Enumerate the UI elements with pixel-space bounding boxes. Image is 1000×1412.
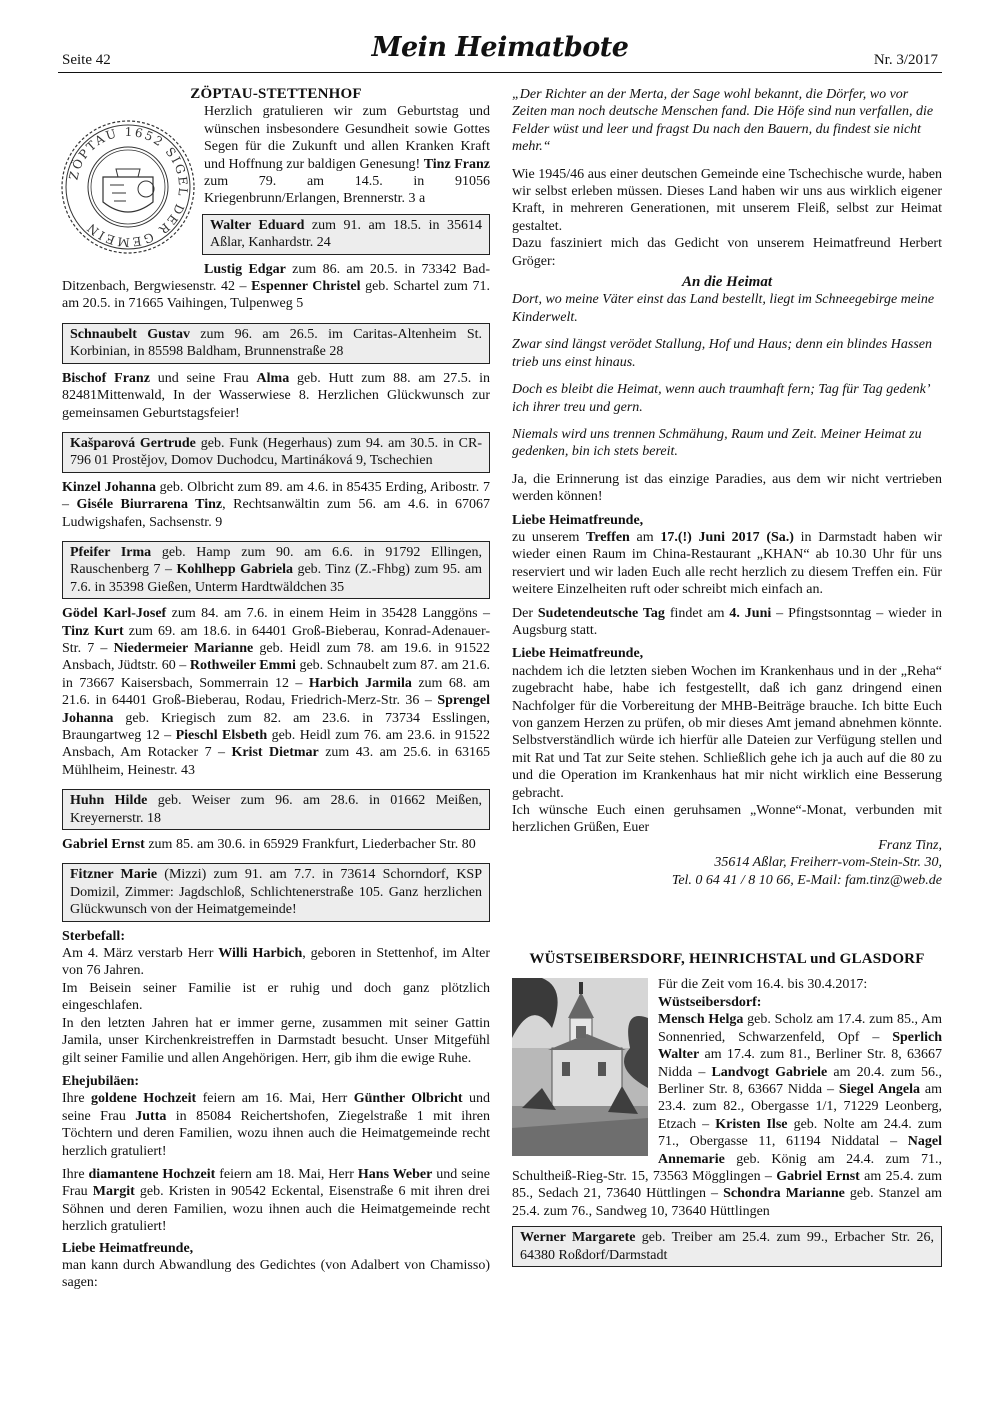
ehejubilaeum-entry: Ihre diamantene Hochzeit feiern am 18. Mai, Herr Hans Weber und seine Frau Margit geb. Kristen in 90542 Eckental, Eisenstraße 6 mit ihren drei Söhnen und deren Familien, wozu ihnen auch die Heimatgemeinde recht herzlich gratuliert!: [62, 1166, 491, 1235]
town-seal-icon: [58, 107, 198, 267]
liebe-heimatfreunde-text: man kann durch Abwandlung des Gedichtes (von Adalbert von Chamisso) sagen:: [62, 1257, 490, 1291]
right-column: [512, 86, 942, 1273]
intro-text: Herzlich gratulieren wir zum Geburtstag und wünschen insbesondere Gesundheit sowie Gottes Segen für die Zukunft und allen Kranken Kraft und Hoffnung zur baldigen Genesung! Tinz Franz zum 79. am 14.5. in 91056 Kriegenbrunn/Erlangen, Brennerstr. 3 a: [204, 104, 490, 207]
nachfolger-text: nachdem ich die letzten sieben Wochen im Krankenhaus und in der „Reha“ zugebracht habe, habe ich festgestellt, daß ich ganz dringend einen Nachfolger für die Vorbereitung der MHB-Beiträge brauche. Ich bitte Euch von ganzem Herzen zu prüfen, ob mir dieses Amt jemand abnehmen könnte. Selbstverständlich würde ich hierfür alle Dateien zur Verfügung stellen und mit Rat und Tat zur Seite stehen. Schließlich gehe ich ja auch auf die 80 zu und die Operation im Krankenhaus hat mir nicht wirklich eine Besserung gebracht.: [512, 663, 942, 801]
poem-stanza: Zwar sind längst verödet Stallung, Hof und Haus; denn ein blindes Hassen trieb uns einst hinaus.: [512, 337, 932, 370]
ehejubilaeum-entry: Ihre goldene Hochzeit feiern am 16. Mai, Herr Günther Olbricht und seine Frau Jutta in 85084 Reichertshofen, Ziegelstraße 1 mit ihren Töchtern und deren Familien, wozu ihnen auch die Heimatgemeinde recht herzlich gratuliert!: [62, 1091, 491, 1159]
treffen-text: zu unserem Treffen am 17.(!) Juni 2017 (Sa.) in Darmstadt haben wir wieder einen Raum im China-Restaurant „KHAN“ ab 10.30 Uhr für uns reserviert und wir laden Euch alle recht herzlich zu diesem Treffen ein. Für weitere Einzelheiten ruft oder schreibt mich einfach an.: [512, 529, 942, 598]
poem-stanza: Doch es bleibt die Heimat, wenn auch traumhaft fern; Tag für Tag gedenk’ ich ihrer treu und gern.: [512, 382, 929, 415]
chamisso-quote: „Der Richter an der Merta, der Sage wohl bekannt, die Dörfer, wo vor Zeiten man noch deutsche Menschen fand. Die Höfe sind nun verfallen, die Felder wüst und leer und fragst Du nach den Bauern, du findest sie nicht mehr.“: [512, 87, 934, 155]
birthday-box: Pfeifer Irma geb. Hamp zum 90. am 6.6. in 91792 Ellingen, Rauschenberg 7 – Kohlhepp Gabriela geb. Tinz (Z.-Fhbg) zum 95. am 7.6. in 35398 Gießen, Unterm Hardtwäldchen 35: [62, 541, 490, 599]
article-paragraph: Ja, die Erinnerung ist das einzige Paradies, aus dem wir nicht vertrieben werden können!: [512, 471, 942, 505]
masthead-title: Mein Heimatbote: [371, 32, 629, 63]
birthday-box: Huhn Hilde geb. Weiser zum 96. am 28.6. in 01662 Meißen, Kreyernerstr. 18: [62, 789, 490, 830]
wuestseibersdorf-subheading: Wüstseibersdorf:: [658, 994, 762, 1010]
liebe-heimatfreunde-heading: Liebe Heimatfreunde,: [512, 512, 644, 528]
issue-number: Nr. 3/2017: [873, 52, 938, 68]
birthday-entry: Lustig Edgar zum 86. am 20.5. in 73342 Bad-Ditzenbach, Bergwiesenstr. 42 – Espenner Christel geb. Schartel zum 71. am 20.5. in 71665 Vaihingen, Tulpenweg 5: [62, 261, 491, 312]
poem-stanza: Niemals wird uns trennen Schmähung, Raum und Zeit. Meiner Heimat zu gedenken, bin ich stets bereit.: [512, 426, 922, 460]
church-photo: [512, 978, 648, 1156]
birthday-entry: Gabriel Ernst zum 85. am 30.6. in 65929 Frankfurt, Liederbacher Str. 80: [62, 837, 476, 853]
ehejubilaeen-heading: Ehejubiläen:: [62, 1073, 140, 1089]
page-number: Seite 42: [62, 52, 111, 68]
birthday-box: Kašparová Gertrude geb. Funk (Hegerhaus) zum 94. am 30.5. in CR-796 01 Prostějov, Domov Duchodcu, Martináková 9, Tschechien: [62, 432, 490, 473]
birthday-entry: Bischof Franz und seine Frau Alma geb. Hutt zum 88. am 27.5. in 82481Mittenwald, In der Wasserwiese 8. Herzlichen Glückwunsch zur gemeinsamen Geburtstagsfeier!: [62, 370, 490, 421]
signature-contact: Tel. 0 64 41 / 8 10 66, E-Mail: fam.tinz@web.de: [671, 872, 942, 888]
sterbefall-text: In den letzten Jahren hat er immer gerne, zusammen mit seiner Gattin Jamila, unser Kirchenkreistreffen in Darmstadt besucht. Unser Mitgefühl gilt seiner Familie und allen Angehörigen. Herr, gib ihm die ewige Ruhe.: [62, 1015, 490, 1066]
signature-name: Franz Tinz,: [878, 837, 942, 853]
liebe-heimatfreunde-heading: Liebe Heimatfreunde,: [62, 1240, 194, 1256]
sterbefall-text: Am 4. März verstarb Herr Willi Harbich, geboren in Stettenhof, im Alter von 76 Jahren.: [62, 946, 490, 979]
liebe-heimatfreunde-heading: Liebe Heimatfreunde,: [512, 646, 644, 662]
birthday-entry-list: Gödel Karl-Josef zum 84. am 7.6. in einem Heim in 35428 Langgöns – Tinz Kurt zum 69. am 18.6. in 64401 Groß-Bieberau, Konrad-Adenauer-Str. 7 – Niedermeier Marianne geb. Heidl zum 78. am 19.6. in 91522 Ansbach, Jüdtstr. 60 – Rothweiler Emmi geb. Schnaubelt zum 87. am 21.6. in 73667 Kaisersbach, Sommerrain 12 – Harbich Jarmila zum 68. am 21.6. in 64401 Groß-Bieberau, Rodau, Friedrich-Merz-Str. 36 – Sprengel Johanna geb. Kriegisch zum 82. am 23.6. in 73734 Esslingen, Braungartweg 12 – Pieschl Elsbeth geb. Heidl zum 76. am 23.6. in 91522 Ansbach, Am Rotacker 7 – Krist Dietmar zum 43. am 25.6. in 63165 Mühlheim, Heinestr. 43: [62, 606, 490, 778]
header-rule: [58, 72, 942, 73]
sterbefall-text: Im Beisein seiner Familie ist er ruhig und doch ganz plötzlich eingeschlafen.: [62, 980, 490, 1014]
poem-title: An die Heimat: [682, 274, 772, 291]
article-paragraph: Dazu fasziniert mich das Gedicht von unserem Heimatfreund Herbert Gröger:: [512, 236, 942, 269]
birthday-entry-list: Mensch Helga geb. Scholz am 17.4. zum 85., Am Sonnenried, Schwarzenfeld, Opf – Sperlich Walter am 17.4. zum 81., Berliner Str. 8, 63667 Nidda – Landvogt Gabriele am 20.4. zum 56., Berliner Str. 8, 63667 Nidda – Siegel Angela am 23.4. zum 82., Obergasse 1/1, 71229 Leonberg, Etzach – Kristen Ilse geb. Nolte am 24.4. zum 71., Obergasse 11, 61194 Niddatal – Nagel Annemarie geb. König am 24.4. zum 71., Schultheiß-Rieg-Str. 15, 73563 Mögglingen – Gabriel Ernst am 25.4. zum 85., Sedach 21, 73640 Hüttlingen – Schondra Marianne geb. Stanzel am 25.4. zum 76., Sandweg 10, 73640 Hüttlingen: [512, 1012, 942, 1219]
svg-text:ZÖPTAU 1652 SIGEL DER GEMEIN: ZÖPTAU 1652 SIGEL DER GEMEIN: [66, 125, 191, 250]
birthday-box: Schnaubelt Gustav zum 96. am 26.5. im Caritas-Altenheim St. Korbinian, in 85598 Baldham, Brunnenstraße 28: [62, 323, 490, 364]
section-title-zoeptau: ZÖPTAU-STETTENHOF: [190, 86, 362, 102]
birthday-box: Fitzner Marie (Mizzi) zum 91. am 7.7. in 73614 Schorndorf, KSP Domizil, Zimmer: Jagdschloß, Schlichtenerstraße 105. Ganz herzlichen Glückwunsch von der Heimatgemeinde!: [62, 863, 490, 921]
wuestseibersdorf-intro: Für die Zeit vom 16.4. bis 30.4.2017:: [658, 977, 868, 993]
birthday-entry: Kinzel Johanna geb. Olbricht zum 89. am 4.6. in 85435 Erding, Aribostr. 7 – Giséle Biurrarena Tinz, Rechtsanwältin zum 56. am 4.6. in 67067 Ludwigshafen, Sachsenstr. 9: [62, 479, 491, 530]
sterbefall-heading: Sterbefall:: [62, 928, 125, 944]
wuestseibersdorf-section: [512, 976, 942, 1220]
sudetendeutscher-tag-text: Der Sudetendeutsche Tag findet am 4. Juni – Pfingstsonntag – wieder in Augsburg statt.: [512, 605, 942, 638]
greeting-text: Ich wünsche Euch einen geruhsamen „Wonne“-Monat, verbunden mit herzlichen Grüßen, Euer: [512, 803, 942, 836]
signature-address: 35614 Aßlar, Freiherr-vom-Stein-Str. 30,: [714, 855, 942, 871]
signature-block: [512, 837, 942, 889]
article-paragraph: Wie 1945/46 aus einer deutschen Gemeinde eine Tschechische wurde, haben wir selbst erleben müssen. Dieses Land haben wir uns aus wirklich eigener Kraft, in mehreren Generationen, mit unserem Fleiß, selbst zur Heimat gestaltet.: [512, 166, 942, 234]
birthday-box: Werner Margarete geb. Treiber am 25.4. zum 99., Erbacher Str. 26, 64380 Roßdorf/Darmstadt: [512, 1226, 942, 1267]
section-title-wuestseibersdorf: WÜSTSEIBERSDORF, HEINRICHSTAL und GLASDORF: [529, 951, 925, 968]
left-column: [62, 86, 490, 1292]
poem: [512, 291, 942, 460]
birthday-box: Walter Eduard zum 91. am 18.5. in 35614 Aßlar, Kanhardstr. 24: [202, 214, 490, 255]
poem-stanza: Dort, wo meine Väter einst das Land bestellt, liegt im Schneegebirge meine Kinderwelt.: [512, 292, 935, 325]
